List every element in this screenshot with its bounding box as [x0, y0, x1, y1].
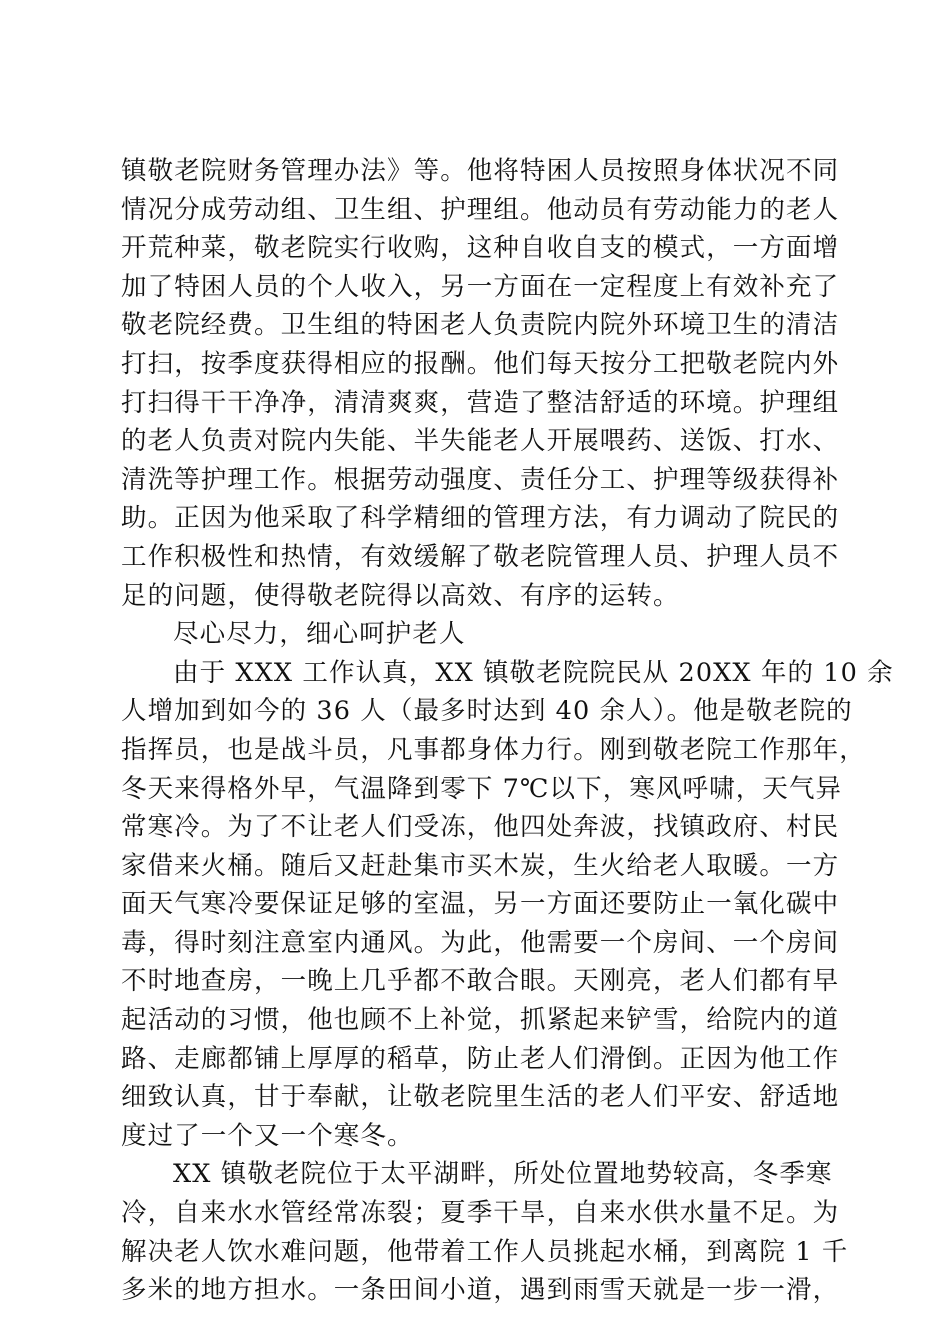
text-line: 人增加到如今的 36 人（最多时达到 40 余人）。他是敬老院的	[121, 696, 853, 727]
text-line: 解决老人饮水难问题，他带着工作人员挑起水桶，到离院 1 千	[121, 1236, 849, 1267]
text-line: XX 镇敬老院位于太平湖畔，所处位置地势较高，冬季寒	[173, 1159, 833, 1190]
text-line: 度过了一个又一个寒冬。	[121, 1120, 414, 1151]
text-line: 加了特困人员的个人收入，另一方面在一定程度上有效补充了	[121, 271, 840, 302]
text-line: 镇敬老院财务管理办法》等。他将特困人员按照身体状况不同	[121, 156, 840, 186]
text-line: 冷，自来水水管经常冻裂；夏季干旱，自来水供水量不足。为	[121, 1198, 840, 1229]
text-line: 家借来火桶。随后又赶赴集市买木炭，生火给老人取暖。一方	[121, 850, 840, 881]
text-line: 的老人负责对院内失能、半失能老人开展喂药、送饭、打水、	[121, 426, 840, 457]
text-line: 指挥员，也是战斗员，凡事都身体力行。刚到敬老院工作那年，	[121, 734, 866, 765]
text-line: 细致认真，甘于奉献，让敬老院里生活的老人们平安、舒适地	[121, 1082, 840, 1113]
text-line: 打扫得干干净净，清清爽爽，营造了整洁舒适的环境。护理组	[121, 387, 840, 418]
text-line: 清洗等护理工作。根据劳动强度、责任分工、护理等级获得补	[121, 464, 840, 495]
text-line: 助。正因为他采取了科学精细的管理方法，有力调动了院民的	[121, 503, 840, 534]
text-line: 敬老院经费。卫生组的特困老人负责院内院外环境卫生的清洁	[121, 310, 840, 341]
text-line: 面天气寒冷要保证足够的室温，另一方面还要防止一氧化碳中	[121, 889, 840, 920]
text-line: 工作积极性和热情，有效缓解了敬老院管理人员、护理人员不	[121, 541, 840, 572]
text-line: 情况分成劳动组、卫生组、护理组。他动员有劳动能力的老人	[121, 194, 840, 225]
text-line: 冬天来得格外早，气温降到零下 7℃以下，寒风呼啸，天气异	[121, 773, 843, 804]
text-line: 多米的地方担水。一条田间小道，遇到雨雪天就是一步一滑，	[121, 1275, 840, 1306]
text-line: 路、走廊都铺上厚厚的稻草，防止老人们滑倒。正因为他工作	[121, 1043, 840, 1074]
text-line: 足的问题，使得敬老院得以高效、有序的运转。	[121, 580, 680, 611]
text-line: 尽心尽力，细心呵护老人	[173, 619, 466, 650]
text-line: 起活动的习惯，他也顾不上补觉，抓紧起来铲雪，给院内的道	[121, 1005, 840, 1036]
text-line: 不时地查房，一晚上几乎都不敢合眼。天刚亮，老人们都有早	[121, 966, 840, 997]
text-line: 由于 XXX 工作认真，XX 镇敬老院院民从 20XX 年的 10 余	[173, 657, 894, 688]
body-text	[121, 152, 894, 1310]
text-line: 常寒冷。为了不让老人们受冻，他四处奔波，找镇政府、村民	[121, 812, 840, 843]
text-line: 开荒种菜，敬老院实行收购，这种自收自支的模式，一方面增	[121, 233, 840, 264]
text-line: 打扫，按季度获得相应的报酬。他们每天按分工把敬老院内外	[121, 348, 840, 379]
text-line: 毒，得时刻注意室内通风。为此，他需要一个房间、一个房间	[121, 927, 840, 958]
